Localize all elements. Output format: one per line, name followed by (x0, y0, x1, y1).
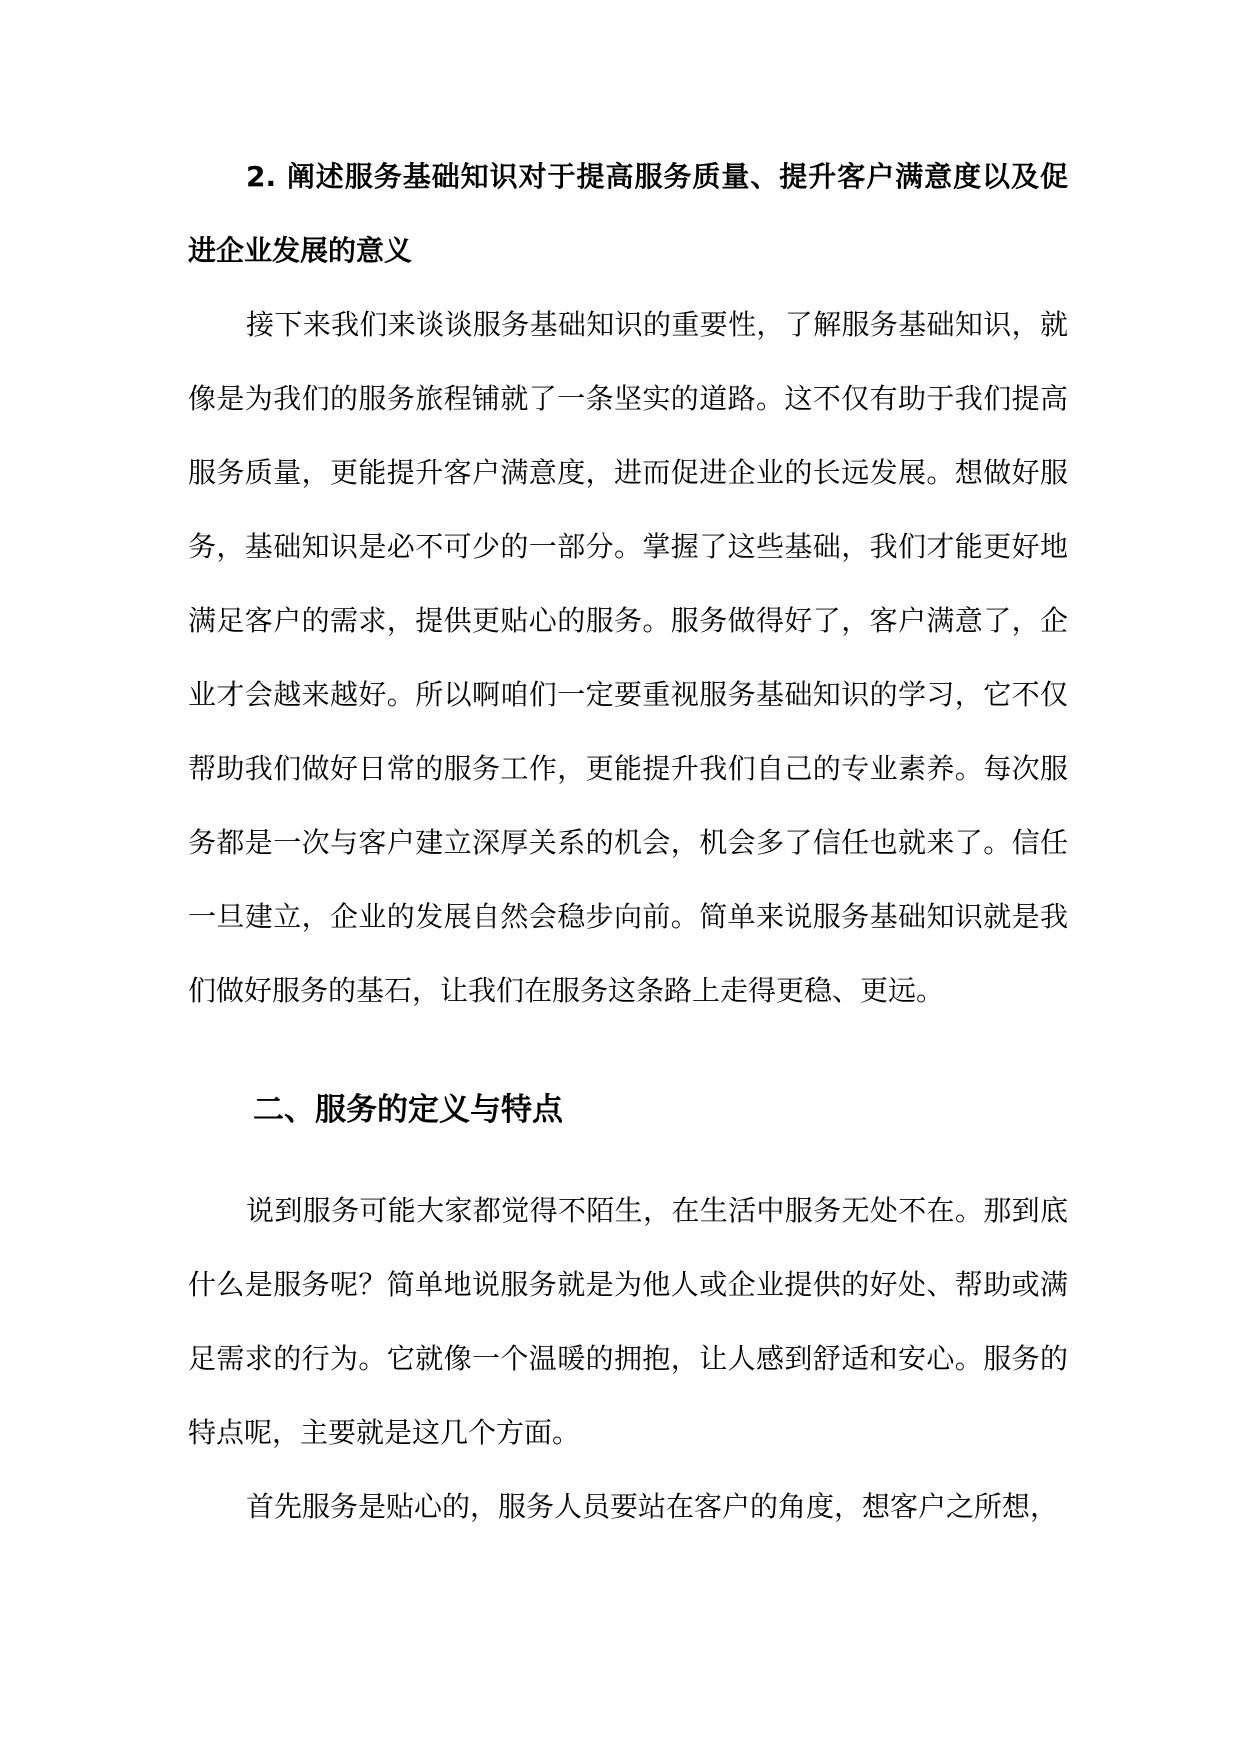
document-body (188, 140, 1068, 1544)
subsection-heading: 2. 阐述服务基础知识对于提高服务质量、提升客户满意度以及促进企业发展的意义 (188, 160, 1068, 267)
section-heading: 二、服务的定义与特点 (253, 1092, 563, 1128)
body-paragraph: 首先服务是贴心的，服务人员要站在客户的角度，想客户之所想， (246, 1490, 1059, 1523)
body-paragraph: 说到服务可能大家都觉得不陌生，在生活中服务无处不在。那到底什么是服务呢？简单地说服务就是为他人或企业提供的好处、帮助或满足需求的行为。它就像一个温暖的拥抱，让人感到舒适和安心。服务的特点呢，主要就是这几个方面。 (188, 1194, 1068, 1449)
body-paragraph: 接下来我们来谈谈服务基础知识的重要性，了解服务基础知识，就像是为我们的服务旅程铺就了一条坚实的道路。这不仅有助于我们提高服务质量，更能提升客户满意度，进而促进企业的长远发展。想做好服务，基础知识是必不可少的一部分。掌握了这些基础，我们才能更好地满足客户的需求，提供更贴心的服务。服务做得好了，客户满意了，企业才会越来越好。所以啊咱们一定要重视服务基础知识的学习，它不仅帮助我们做好日常的服务工作，更能提升我们自己的专业素养。每次服务都是一次与客户建立深厚关系的机会，机会多了信任也就来了。信任一旦建立，企业的发展自然会稳步向前。简单来说服务基础知识就是我们做好服务的基石，让我们在服务这条路上走得更稳、更远。 (188, 308, 1068, 1007)
